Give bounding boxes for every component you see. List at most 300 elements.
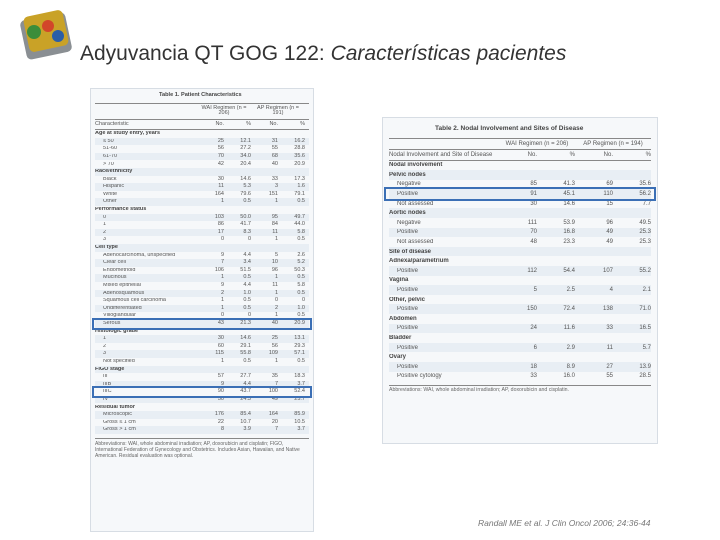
row-label: Nodal involvement	[389, 162, 443, 169]
row-value: 1	[220, 274, 224, 281]
row-label: Positive	[397, 306, 419, 313]
row-value: 115	[215, 350, 224, 357]
table-row-highlighted	[95, 320, 309, 328]
row-value: 56	[217, 145, 224, 152]
table1-header-pct-wai: %	[246, 120, 251, 127]
slide-title-italic: Características pacientes	[330, 42, 567, 65]
row-label: 2	[103, 343, 107, 349]
row-label: IV	[103, 396, 109, 402]
row-value: 22	[217, 418, 224, 425]
table-section-row	[389, 247, 651, 257]
row-value: 0.5	[297, 289, 305, 296]
row-value: 57.1	[294, 350, 305, 357]
row-label: Villoglandular	[103, 313, 136, 319]
row-label: Undifferentiated	[103, 305, 142, 311]
citation: Randall ME et al. J Clin Oncol 2006; 24:36-44	[478, 518, 651, 528]
row-value: 9	[220, 251, 224, 258]
table1-header-characteristic: Characteristic	[95, 120, 129, 127]
row-label: Black	[103, 176, 117, 182]
row-value: 50	[217, 395, 224, 402]
row-value: 17.3	[294, 175, 305, 182]
row-label: Pelvic nodes	[389, 171, 426, 178]
table-row	[389, 304, 651, 314]
row-label: White	[103, 191, 118, 197]
row-value: 7	[274, 380, 278, 387]
row-label: Negative	[397, 181, 421, 188]
row-value: 0.5	[297, 312, 305, 319]
table2-group-headers	[389, 138, 651, 150]
table2-column-headers	[389, 150, 651, 161]
row-value: 0	[247, 312, 251, 319]
row-value: 3.7	[297, 380, 305, 387]
row-value: 1	[220, 357, 224, 364]
table2-nodal-involvement	[382, 117, 658, 444]
row-label: Abdomen	[389, 315, 417, 322]
row-value: 8.9	[566, 363, 575, 370]
row-label: 51-60	[103, 146, 118, 152]
row-value: 79.6	[240, 190, 251, 197]
table-section-row	[389, 333, 651, 343]
row-label: Positive	[397, 325, 419, 332]
table2-header-no-ap: No.	[603, 151, 613, 158]
row-value: 1	[274, 198, 278, 205]
table-section-row	[95, 206, 309, 214]
row-value: 106	[214, 266, 224, 273]
row-value: 96	[271, 266, 278, 273]
row-value: 103	[214, 213, 224, 220]
row-label: Not assessed	[397, 239, 434, 246]
row-value: 56.2	[639, 191, 651, 198]
row-value: 100	[268, 388, 278, 395]
row-value: 20.4	[240, 160, 251, 167]
table-section-row	[95, 244, 309, 252]
table-row-highlighted	[389, 189, 651, 199]
row-value: 5	[533, 287, 537, 294]
row-value: 9	[220, 380, 224, 387]
table-row	[389, 180, 651, 190]
row-value: 27.7	[240, 373, 251, 380]
row-value: 1.0	[297, 304, 305, 311]
row-value: 49	[606, 239, 613, 246]
seom-logo	[20, 8, 72, 60]
row-value: 18	[530, 363, 537, 370]
row-value: 24.3	[240, 395, 251, 402]
row-value: 5.3	[243, 183, 251, 190]
table1-group-wai: WAI Regimen (n = 206)	[201, 104, 247, 117]
table-row	[95, 373, 309, 381]
table-section-row	[389, 208, 651, 218]
row-value: 50.0	[240, 213, 251, 220]
table-row	[95, 274, 309, 282]
row-value: 49	[271, 395, 278, 402]
row-value: 16.2	[294, 137, 305, 144]
row-value: 56	[271, 342, 278, 349]
table-row	[95, 176, 309, 184]
row-value: 2	[220, 289, 224, 296]
row-value: 30	[217, 175, 224, 182]
row-value: 30	[217, 335, 224, 342]
row-label: III	[103, 374, 108, 380]
row-label: Cell type	[95, 245, 118, 251]
table1-header-pct-ap: %	[300, 120, 305, 127]
table-row	[95, 214, 309, 222]
row-value: 28.8	[294, 145, 305, 152]
row-value: 12.1	[240, 137, 251, 144]
row-value: 49.7	[294, 213, 305, 220]
row-label: Adenocarcinoma, unspecified	[103, 252, 176, 258]
row-label: Positive	[397, 267, 419, 274]
row-value: 4.4	[243, 380, 251, 387]
row-value: 112	[527, 267, 537, 274]
table2-header-site: Nodal Involvement and Site of Disease	[389, 151, 493, 158]
table-row	[95, 145, 309, 153]
row-value: 72.4	[563, 306, 575, 313]
table-row	[389, 199, 651, 209]
row-value: 90	[217, 388, 224, 395]
table-row	[389, 237, 651, 247]
row-value: 4.4	[243, 251, 251, 258]
row-value: 91	[530, 191, 537, 198]
row-value: 20.9	[294, 160, 305, 167]
table1-patient-characteristics	[90, 88, 314, 532]
row-value: 33	[606, 325, 613, 332]
row-value: 1	[274, 274, 278, 281]
row-value: 70	[217, 152, 224, 159]
row-value: 0.5	[297, 198, 305, 205]
row-value: 60	[217, 342, 224, 349]
row-value: 0.5	[243, 274, 251, 281]
slide-title	[80, 42, 566, 66]
row-value: 6	[533, 344, 537, 351]
row-value: 41.7	[240, 221, 251, 228]
table-row	[95, 267, 309, 275]
table-row	[95, 183, 309, 191]
row-value: 23.3	[563, 239, 575, 246]
row-label: Negative	[397, 219, 421, 226]
row-value: 51.5	[240, 266, 251, 273]
table-row	[95, 282, 309, 290]
table2-caption: Table 2. Nodal Involvement and Sites of Disease	[435, 125, 584, 132]
row-value: 16.5	[639, 325, 651, 332]
row-value: 1.6	[297, 183, 305, 190]
table-section-row	[389, 295, 651, 305]
table1-column-headers	[95, 120, 309, 131]
row-value: 24	[530, 325, 537, 332]
row-value: 110	[603, 191, 613, 198]
row-value: 30	[530, 200, 537, 207]
row-label: Aortic nodes	[389, 210, 426, 217]
row-value: 150	[526, 306, 537, 313]
table-row	[95, 221, 309, 229]
row-value: 9	[220, 282, 224, 289]
table1-body	[91, 130, 313, 434]
row-value: 2.9	[566, 344, 575, 351]
row-value: 1	[220, 304, 224, 311]
row-value: 95	[271, 213, 278, 220]
row-value: 111	[527, 219, 537, 226]
table-section-row	[389, 352, 651, 362]
table-row	[95, 305, 309, 313]
table-row	[95, 343, 309, 351]
row-label: > 70	[103, 161, 114, 167]
row-label: 1	[103, 222, 107, 228]
row-value: 1.0	[243, 289, 251, 296]
row-label: Gross > 1 cm	[103, 427, 136, 433]
row-value: 15	[606, 200, 613, 207]
row-value: 25.7	[294, 395, 305, 402]
table2-group-ap: AP Regimen (n = 194)	[583, 140, 643, 147]
row-value: 5.7	[642, 344, 651, 351]
row-value: 21.3	[240, 319, 251, 326]
row-value: 109	[268, 350, 278, 357]
table-row	[95, 138, 309, 146]
row-value: 5	[274, 251, 278, 258]
row-label: Performance status	[95, 207, 147, 213]
row-label: 3	[103, 351, 107, 357]
table2-group-wai: WAI Regimen (n = 206)	[505, 140, 569, 147]
row-value: 2.6	[297, 251, 305, 258]
row-value: 11	[218, 183, 224, 190]
row-value: 85.4	[240, 411, 251, 418]
table-row	[389, 266, 651, 276]
table-row	[389, 343, 651, 353]
row-label: Not assessed	[397, 200, 434, 207]
row-value: 1	[220, 198, 224, 205]
row-value: 53.9	[563, 219, 575, 226]
row-value: 0	[220, 312, 224, 319]
row-value: 96	[606, 219, 613, 226]
table1-caption: Table 1. Patient Characteristics	[159, 92, 242, 98]
row-label: Squamous cell carcinoma	[103, 298, 166, 304]
row-label: Bladder	[389, 334, 412, 341]
row-value: 49.5	[639, 219, 651, 226]
table-row	[95, 290, 309, 298]
row-value: 20	[271, 418, 278, 425]
row-label: Other	[103, 199, 117, 205]
table-row	[95, 350, 309, 358]
row-value: 3.4	[243, 259, 251, 266]
row-value: 85	[530, 181, 537, 188]
row-value: 14.6	[240, 175, 251, 182]
row-value: 0.5	[297, 236, 305, 243]
row-value: 48	[530, 239, 537, 246]
row-value: 79.1	[294, 190, 305, 197]
row-value: 0.5	[243, 357, 251, 364]
row-value: 35.6	[294, 152, 305, 159]
row-value: 1	[274, 289, 278, 296]
table-row	[389, 218, 651, 228]
row-label: Adenosquamous	[103, 290, 145, 296]
row-label: Residual tumor	[95, 404, 136, 410]
table1-header-no-ap: No.	[269, 120, 278, 127]
row-label: 3	[103, 237, 107, 243]
table-row	[95, 191, 309, 199]
table-row	[95, 297, 309, 305]
row-value: 28.5	[639, 373, 651, 380]
row-value: 35.6	[639, 181, 651, 188]
row-value: 44.0	[294, 221, 305, 228]
row-value: 0.5	[243, 304, 251, 311]
row-value: 41.3	[563, 181, 575, 188]
row-label: Positive cytology	[397, 373, 442, 380]
table-section-row	[95, 403, 309, 411]
row-label: Other, pelvic	[389, 296, 426, 303]
row-label: Site of disease	[389, 248, 432, 255]
row-value: 43	[217, 319, 224, 326]
row-label: IIIB	[103, 381, 112, 387]
table1-group-ap: AP Regimen (n = 191)	[257, 104, 299, 117]
row-value: 1	[274, 236, 278, 243]
row-value: 3.9	[243, 426, 251, 433]
row-value: 0	[274, 297, 278, 304]
row-value: 40	[271, 319, 278, 326]
slide-title-plain: Adyuvancia QT GOG 122:	[80, 42, 331, 65]
table-section-row	[389, 170, 651, 180]
row-label: IIIC	[103, 389, 112, 395]
row-value: 11.6	[563, 325, 575, 332]
row-value: 16.0	[563, 373, 575, 380]
row-value: 14.6	[240, 335, 251, 342]
row-label: 2	[103, 229, 107, 235]
row-value: 0	[220, 236, 224, 243]
row-value: 29.1	[240, 342, 251, 349]
row-value: 0.5	[243, 297, 251, 304]
row-value: 4	[609, 287, 613, 294]
row-value: 7.7	[642, 200, 651, 207]
table-row	[95, 381, 309, 389]
row-value: 42	[217, 160, 224, 167]
row-value: 2.5	[566, 287, 575, 294]
table-row	[95, 259, 309, 267]
table-row	[389, 285, 651, 295]
row-value: 10	[271, 259, 278, 266]
row-value: 55.2	[639, 267, 651, 274]
table-row	[95, 358, 309, 366]
table-row	[389, 228, 651, 238]
row-value: 1	[274, 357, 278, 364]
row-value: 164	[268, 411, 278, 418]
row-value: 86	[217, 221, 224, 228]
row-value: 2.1	[642, 287, 651, 294]
row-value: 57	[217, 373, 224, 380]
row-label: Serous	[103, 320, 121, 326]
row-value: 8.3	[243, 228, 251, 235]
row-value: 18.3	[294, 373, 305, 380]
row-value: 11	[272, 282, 278, 289]
row-value: 45.1	[563, 191, 575, 198]
row-value: 1	[220, 297, 224, 304]
table-row	[95, 198, 309, 206]
table-section-row	[389, 161, 651, 171]
row-value: 10.5	[294, 418, 305, 425]
row-value: 35	[271, 373, 278, 380]
row-value: 138	[602, 306, 613, 313]
row-value: 55.8	[240, 350, 251, 357]
row-value: 31	[271, 137, 278, 144]
row-value: 33	[530, 373, 537, 380]
row-label: Not specified	[103, 358, 135, 364]
table-section-row	[389, 276, 651, 286]
row-value: 25	[271, 335, 278, 342]
row-value: 71.0	[639, 306, 651, 313]
row-value: 0.5	[297, 357, 305, 364]
row-label: 61-70	[103, 153, 118, 159]
row-value: 49	[606, 229, 613, 236]
table1-group-headers	[95, 103, 309, 120]
table2-header-pct-wai: %	[569, 151, 575, 158]
row-label: 0	[103, 214, 107, 220]
row-value: 29.3	[294, 342, 305, 349]
table-row-highlighted	[95, 388, 309, 396]
row-value: 16.8	[563, 229, 575, 236]
row-label: Positive	[397, 229, 419, 236]
row-value: 25.3	[639, 239, 651, 246]
row-label: Ovary	[389, 354, 407, 361]
row-label: Positive	[397, 344, 419, 351]
row-label: Positive	[397, 191, 419, 198]
row-label: Race/ethnicity	[95, 169, 133, 175]
row-value: 20.9	[294, 319, 305, 326]
row-value: 1	[274, 312, 278, 319]
table-row	[95, 335, 309, 343]
row-value: 5.8	[297, 228, 305, 235]
row-value: 54.4	[563, 267, 575, 274]
row-value: 52.4	[294, 388, 305, 395]
row-label: Endometrioid	[103, 267, 136, 273]
row-value: 176	[214, 411, 224, 418]
table-section-row	[389, 256, 651, 266]
table2-header-pct-ap: %	[645, 151, 651, 158]
table2-body	[383, 161, 657, 382]
row-label: 1	[103, 336, 107, 342]
row-label: Mucinous	[103, 275, 127, 281]
row-value: 151	[268, 190, 278, 197]
row-value: 10.7	[240, 418, 251, 425]
table-section-row	[95, 366, 309, 374]
row-value: 107	[602, 267, 613, 274]
row-value: 55	[271, 145, 278, 152]
row-value: 13.9	[639, 363, 651, 370]
row-value: 27.2	[240, 145, 251, 152]
row-value: 11	[606, 344, 613, 351]
row-label: Microscopic	[103, 412, 133, 418]
row-label: Histologic grade	[95, 328, 139, 334]
row-value: 5.2	[297, 259, 305, 266]
table-row	[389, 362, 651, 372]
row-value: 3.7	[297, 426, 305, 433]
table-row	[95, 160, 309, 168]
table-row	[95, 396, 309, 404]
row-value: 85.9	[294, 411, 305, 418]
row-value: 55	[606, 373, 613, 380]
row-value: 0	[301, 297, 305, 304]
row-value: 3	[274, 183, 278, 190]
row-value: 0.5	[297, 274, 305, 281]
table-row	[95, 426, 309, 434]
row-label: Clear cell	[103, 260, 126, 266]
row-label: Age at study entry, years	[95, 131, 161, 137]
table-row	[95, 312, 309, 320]
row-value: 2	[274, 304, 278, 311]
table-section-row	[95, 130, 309, 138]
row-value: 4.4	[243, 282, 251, 289]
table-row	[95, 252, 309, 260]
row-label: Mixed epithelial	[103, 283, 141, 289]
table-row	[389, 372, 651, 382]
row-label: Positive	[397, 363, 419, 370]
row-label: Vagina	[389, 277, 409, 284]
row-label: Positive	[397, 287, 419, 294]
